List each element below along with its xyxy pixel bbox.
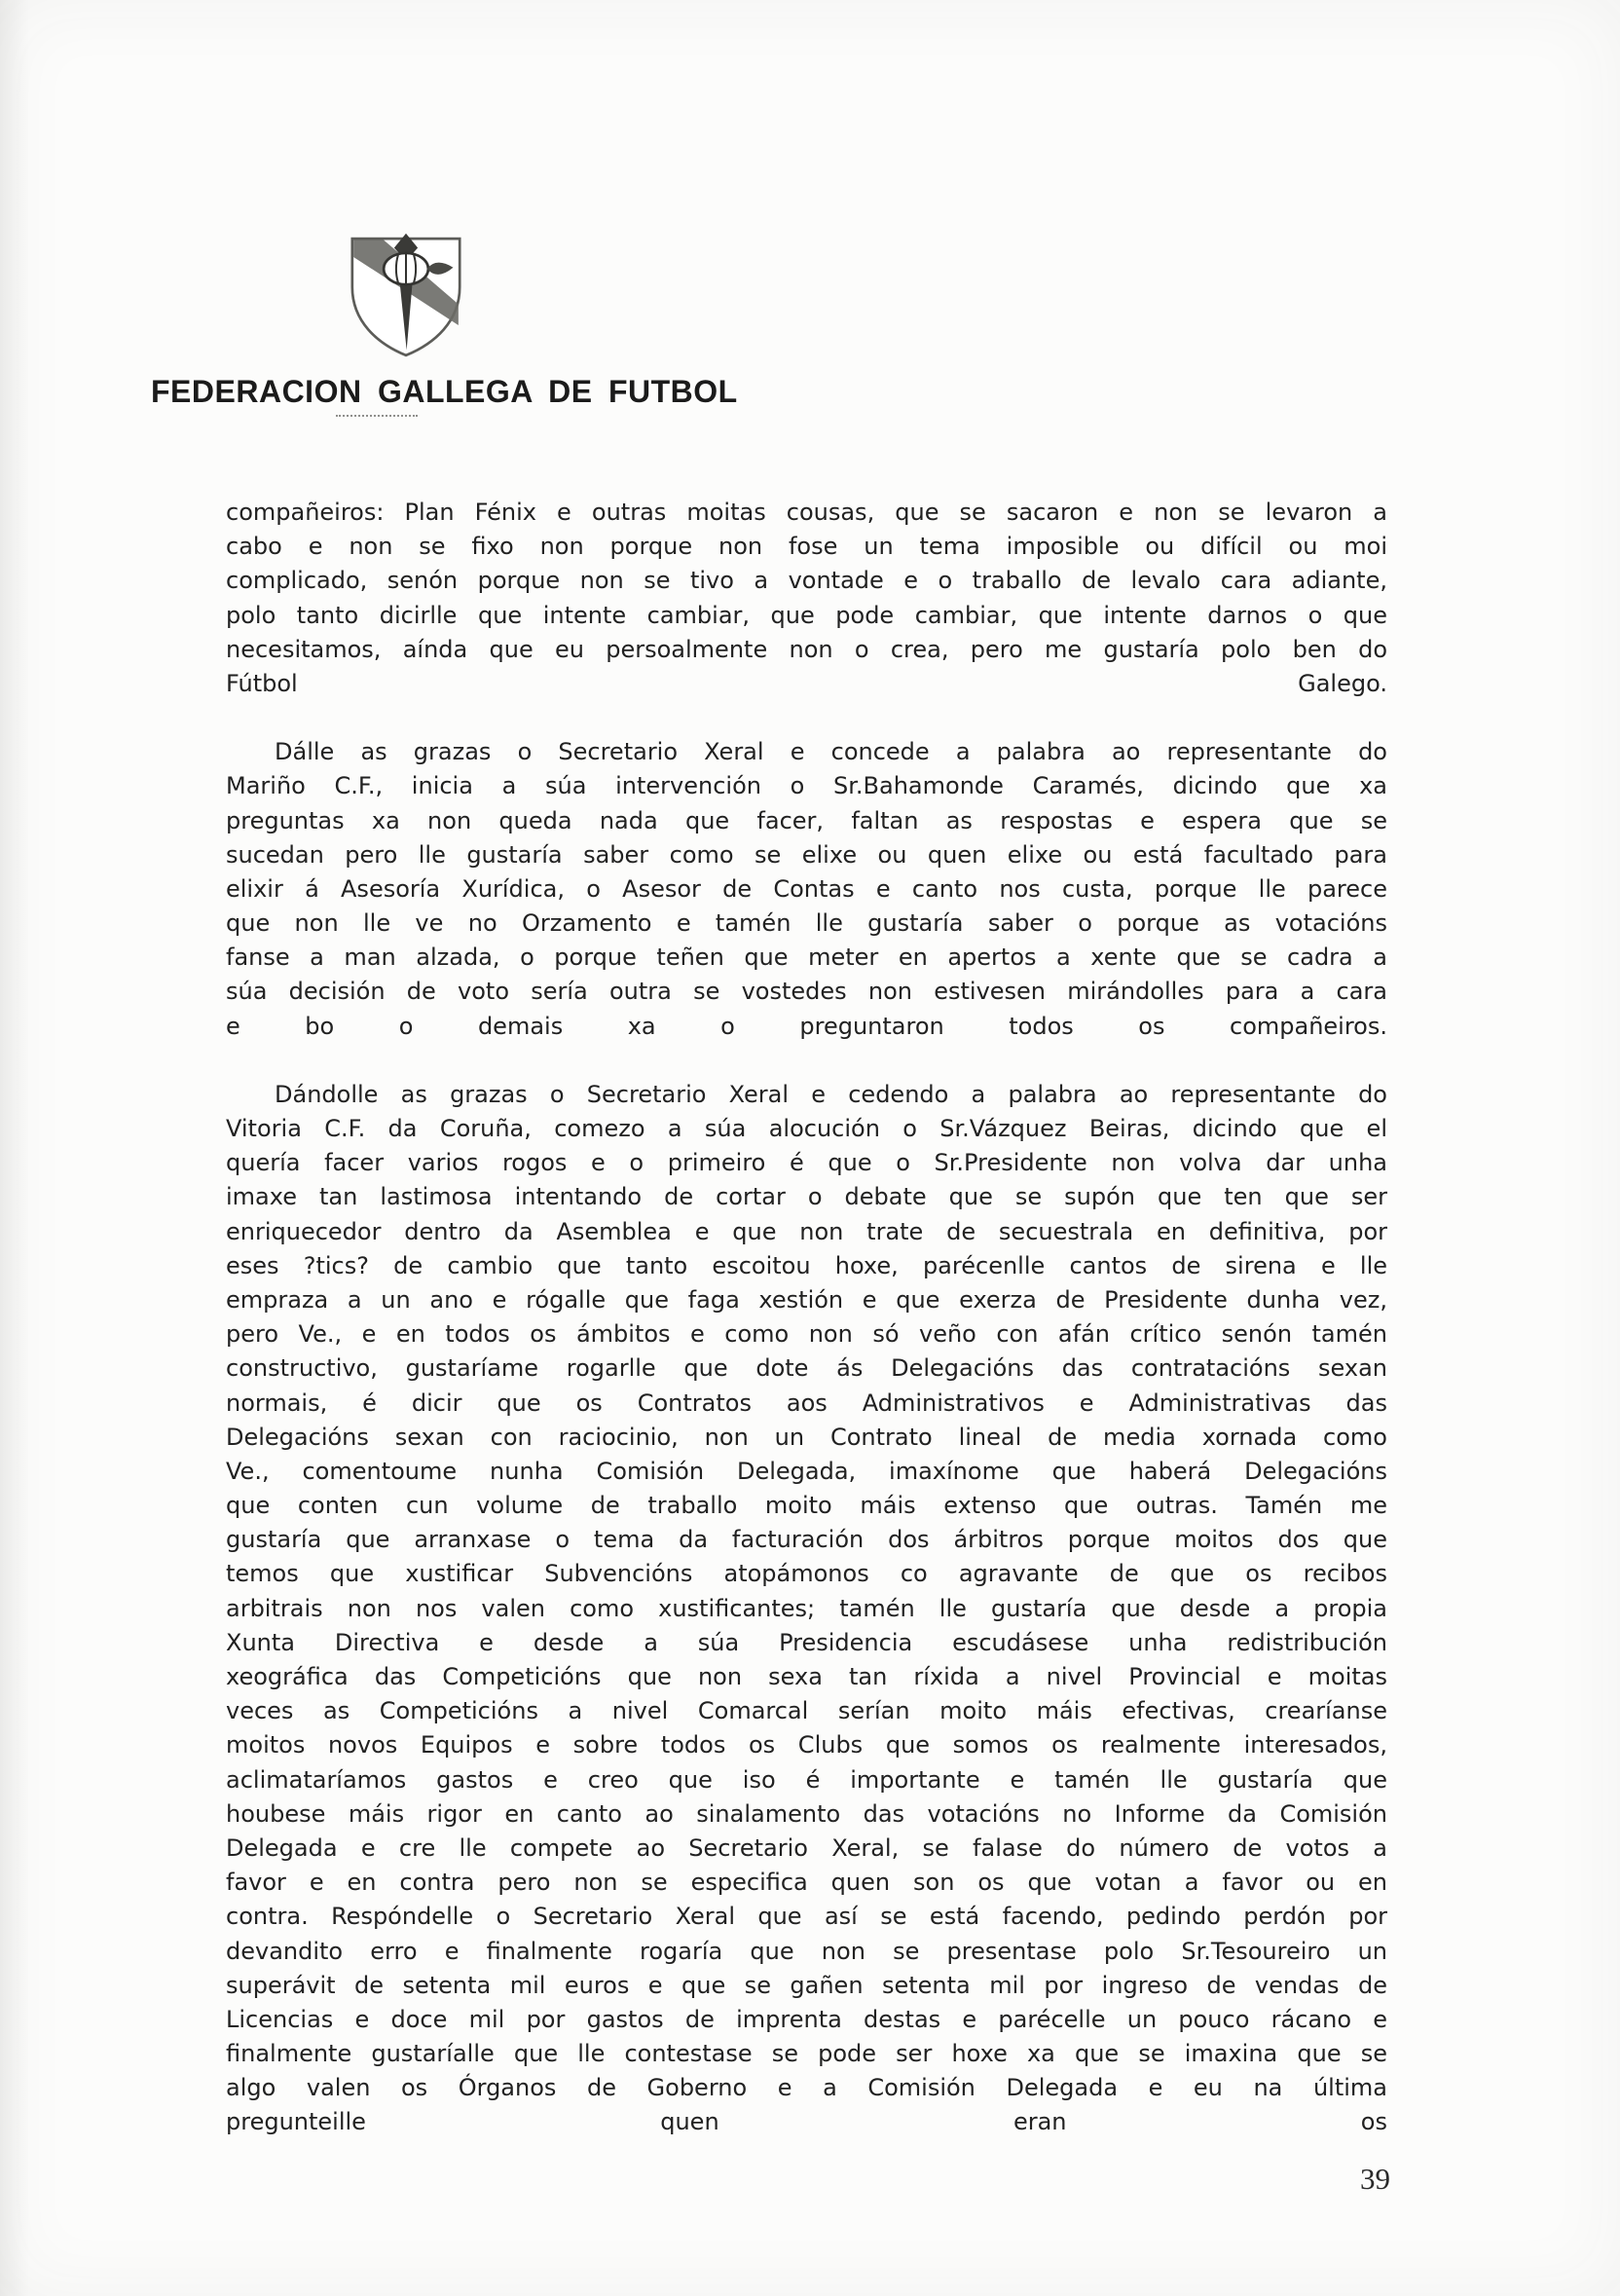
federation-crest-logo bbox=[339, 227, 473, 363]
text-line: finalmente gustaríalle que lle contestase se pode ser hoxe xa que se imaxina que se bbox=[226, 2040, 1387, 2068]
text-line: xeográfica das Competicións que non sexa tan ríxida a nivel Provincial e moitas bbox=[226, 1663, 1387, 1690]
text-line: e bo o demais xa o preguntaron todos os compañeiros. bbox=[226, 1012, 1387, 1040]
text-line: preguntas xa non queda nada que facer, faltan as respostas e espera que se bbox=[226, 806, 1387, 834]
scan-edge-shading bbox=[0, 0, 29, 2296]
shield-crest-icon bbox=[339, 227, 473, 363]
text-line: arbitrais non nos valen como xustificantes; tamén lle gustaría que desde a propia bbox=[226, 1594, 1387, 1622]
text-line: eses ?tics? de cambio que tanto escoitou hoxe, parécenlle cantos de sirena e lle bbox=[226, 1251, 1387, 1279]
text-line: pero Ve., e en todos os ámbitos e como non só veño con afán crítico senón tamén bbox=[226, 1320, 1387, 1349]
text-line: moitos novos Equipos e sobre todos os Clubs que somos os realmente interesados, bbox=[226, 1731, 1387, 1759]
document-body bbox=[226, 496, 1387, 2140]
text-line: polo tanto dicirlle que intente cambiar, que pode cambiar, que intente darnos o que bbox=[226, 601, 1387, 629]
text-line: necesitamos, aínda que eu persoalmente non o crea, pero me gustaría polo ben do bbox=[226, 635, 1387, 663]
text-line: gustaría que arranxase o tema da facturación dos árbitros porque moitos dos que bbox=[226, 1526, 1387, 1554]
paragraph bbox=[226, 1078, 1387, 2140]
text-line: Dálle as grazas o Secretario Xeral e concede a palabra ao representante do bbox=[275, 738, 1387, 766]
text-line: pregunteille quen eran os bbox=[226, 2108, 1387, 2136]
text-line: elixir á Asesoría Xurídica, o Asesor de Contas e canto nos custa, porque lle parece bbox=[226, 874, 1387, 903]
page-number: 39 bbox=[1360, 2162, 1390, 2196]
title-underline-divider bbox=[336, 403, 418, 417]
text-line: Delegacións sexan con raciocinio, non un Contrato lineal de media xornada como bbox=[226, 1423, 1387, 1451]
text-line: favor e en contra pero non se especifica quen son os que votan a favor ou en bbox=[226, 1869, 1387, 1897]
text-line: constructivo, gustaríame rogarlle que dote ás Delegacións das contratacións sexan bbox=[226, 1354, 1387, 1383]
text-line: Fútbol Galego. bbox=[226, 669, 1387, 697]
text-line: normais, é dicir que os Contratos aos Administrativos e Administrativas das bbox=[226, 1389, 1387, 1417]
text-line: que conten cun volume de traballo moito máis extenso que outras. Tamén me bbox=[226, 1492, 1387, 1520]
text-line: sucedan pero lle gustaría saber como se elixe ou quen elixe ou está facultado para bbox=[226, 840, 1387, 869]
text-line: quería facer varios rogos e o primeiro é que o Sr.Presidente non volva dar unha bbox=[226, 1149, 1387, 1177]
text-line: Mariño C.F., inicia a súa intervención o Sr.Bahamonde Caramés, dicindo que xa bbox=[226, 772, 1387, 800]
text-line: complicado, senón porque non se tivo a vontade e o traballo de levalo cara adiante, bbox=[226, 567, 1387, 595]
text-line: enriquecedor dentro da Asemblea e que non trate de secuestrala en definitiva, por bbox=[226, 1217, 1387, 1245]
text-line: fanse a man alzada, o porque teñen que meter en apertos a xente que se cadra a bbox=[226, 944, 1387, 972]
text-line: temos que xustificar Subvencións atopámonos co agravante de que os recibos bbox=[226, 1560, 1387, 1588]
text-line: devandito erro e finalmente rogaría que non se presentase polo Sr.Tesoureiro un bbox=[226, 1937, 1387, 1965]
text-line: Licencias e doce mil por gastos de imprenta destas e parécelle un pouco rácano e bbox=[226, 2005, 1387, 2033]
text-line: Xunta Directiva e desde a súa Presidencia escudásese unha redistribución bbox=[226, 1628, 1387, 1656]
text-line: houbese máis rigor en canto ao sinalamento das votacións no Informe da Comisión bbox=[226, 1799, 1387, 1828]
text-line: cabo e non se fixo non porque non fose un tema imposible ou difícil ou moi bbox=[226, 533, 1387, 561]
text-line: que non lle ve no Orzamento e tamén lle gustaría saber o porque as votacións bbox=[226, 909, 1387, 938]
text-line: Vitoria C.F. da Coruña, comezo a súa alocución o Sr.Vázquez Beiras, dicindo que el bbox=[226, 1115, 1387, 1142]
text-line: compañeiros: Plan Fénix e outras moitas cousas, que se sacaron e non se levaron a bbox=[226, 499, 1387, 526]
text-line: algo valen os Órganos de Goberno e a Comisión Delegada e eu na última bbox=[226, 2074, 1387, 2102]
text-line: súa decisión de voto sería outra se vostedes non estivesen mirándolles para a cara bbox=[226, 978, 1387, 1006]
text-line: veces as Competicións a nivel Comarcal serían moito máis efectivas, crearíanse bbox=[226, 1697, 1387, 1725]
text-line: Delegada e cre lle compete ao Secretario Xeral, se falase do número de votos a bbox=[226, 1833, 1387, 1862]
text-line: Ve., comentoume nunha Comisión Delegada, imaxínome que haberá Delegacións bbox=[226, 1457, 1387, 1485]
text-line: contra. Respóndelle o Secretario Xeral que así se está facendo, pedindo perdón por bbox=[226, 1903, 1387, 1931]
text-line: imaxe tan lastimosa intentando de cortar o debate que se supón que ten que ser bbox=[226, 1183, 1387, 1211]
text-line: empraza a un ano e rógalle que faga xestión e que exerza de Presidente dunha vez, bbox=[226, 1285, 1387, 1314]
paragraph bbox=[226, 496, 1387, 701]
text-line: Dándolle as grazas o Secretario Xeral e cedendo a palabra ao representante do bbox=[275, 1080, 1387, 1108]
text-line: superávit de setenta mil euros e que se gañen setenta mil por ingreso de vendas de bbox=[226, 1971, 1387, 1999]
text-line: aclimataríamos gastos e creo que iso é importante e tamén lle gustaría que bbox=[226, 1765, 1387, 1794]
page-title: FEDERACION GALLEGA DE FUTBOL bbox=[151, 374, 738, 409]
paragraph bbox=[226, 735, 1387, 1044]
